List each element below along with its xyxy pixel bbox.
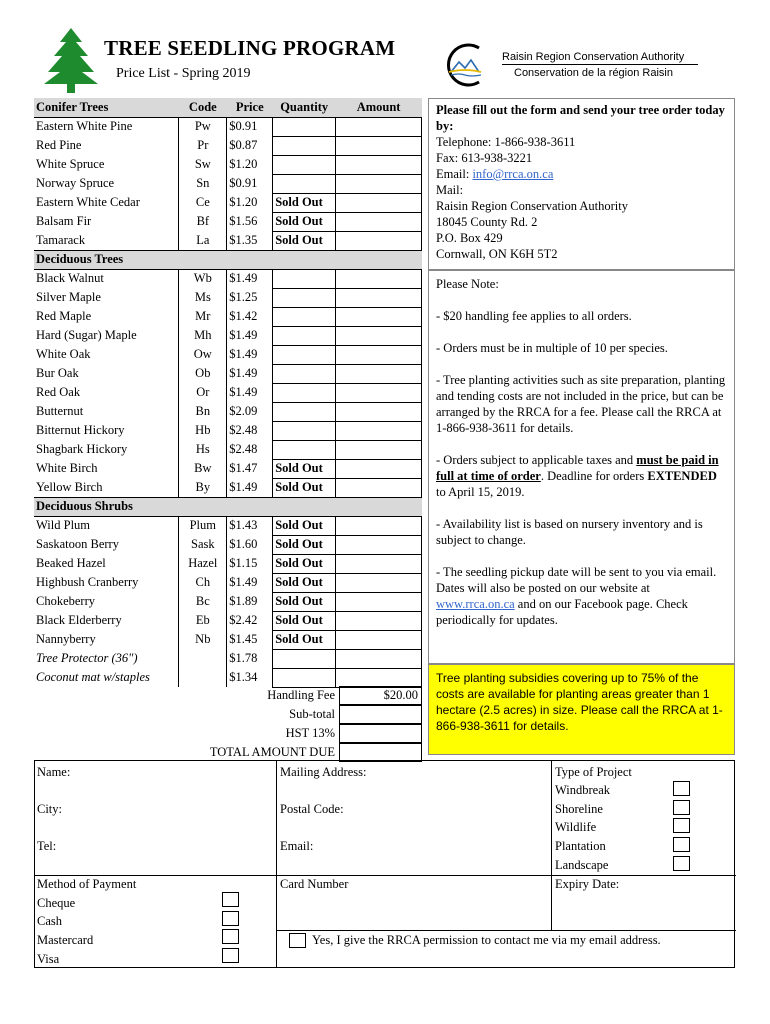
table-row — [34, 383, 422, 402]
quantity-cell[interactable]: Sold Out — [273, 516, 336, 535]
quantity-cell[interactable] — [273, 440, 336, 459]
species-name: Tamarack — [36, 232, 86, 247]
quantity-cell[interactable] — [273, 155, 336, 174]
species-code: Sask — [179, 535, 227, 554]
species-code: Pr — [179, 136, 227, 155]
totals-section — [34, 686, 422, 762]
subtotal-field[interactable] — [339, 705, 422, 724]
species-code — [179, 668, 227, 687]
table-row — [34, 307, 422, 326]
amount-cell[interactable] — [336, 478, 422, 497]
amount-cell[interactable] — [336, 459, 422, 478]
species-code: Ch — [179, 573, 227, 592]
species-name: Black Elderberry — [36, 613, 122, 627]
quantity-cell[interactable]: Sold Out — [273, 554, 336, 573]
quantity-cell[interactable] — [273, 364, 336, 383]
table-row — [34, 193, 422, 212]
email-link[interactable]: info@rrca.on.ca — [472, 167, 554, 181]
cash-checkbox[interactable] — [222, 911, 239, 926]
species-price: $1.20 — [227, 155, 273, 174]
table-row — [34, 212, 422, 231]
species-code: La — [179, 231, 227, 250]
visa-checkbox[interactable] — [222, 948, 239, 963]
table-header-row — [34, 98, 422, 117]
quantity-cell[interactable]: Sold Out — [273, 611, 336, 630]
project-landscape-label: Landscape — [555, 858, 609, 872]
org-divider — [502, 64, 698, 65]
species-price: $1.60 — [227, 535, 273, 554]
species-code: Plum — [179, 516, 227, 535]
species-price: $2.42 — [227, 611, 273, 630]
species-code: Or — [179, 383, 227, 402]
hst-label: HST 13% — [285, 726, 335, 740]
table-row — [34, 554, 422, 573]
quantity-cell[interactable]: Sold Out — [273, 630, 336, 649]
table-row — [34, 117, 422, 136]
address-line-1: Raisin Region Conservation Authority — [436, 199, 629, 213]
payment-visa-label: Visa — [37, 952, 60, 966]
species-name: Nannyberry — [36, 632, 96, 646]
deciduous-shrubs-section — [34, 516, 422, 687]
hst-row — [34, 724, 422, 743]
species-price: $1.49 — [227, 383, 273, 402]
email-line — [436, 166, 727, 182]
species-price: $1.56 — [227, 212, 273, 231]
header-price: Price — [227, 98, 273, 117]
species-price: $1.45 — [227, 630, 273, 649]
header-code: Code — [179, 98, 227, 117]
quantity-cell[interactable] — [273, 649, 336, 668]
deciduous-shrubs-header — [34, 497, 422, 516]
quantity-cell[interactable]: Sold Out — [273, 573, 336, 592]
deciduous-trees-section — [34, 269, 422, 497]
table-row — [34, 364, 422, 383]
species-code: Hazel — [179, 554, 227, 573]
quantity-cell[interactable] — [273, 136, 336, 155]
species-code: Bw — [179, 459, 227, 478]
species-name: White Birch — [36, 461, 98, 475]
price-table — [34, 98, 422, 688]
species-code: Ow — [179, 345, 227, 364]
species-price: $1.49 — [227, 573, 273, 592]
species-name: Highbush Cranberry — [36, 575, 139, 589]
amount-cell[interactable] — [336, 649, 422, 668]
amount-cell[interactable] — [336, 592, 422, 611]
species-price: $1.49 — [227, 269, 273, 288]
table-row — [34, 478, 422, 497]
conifer-section — [34, 117, 422, 250]
org-name-french: Conservation de la région Raisin — [514, 67, 673, 79]
table-row — [34, 516, 422, 535]
species-code: Bn — [179, 402, 227, 421]
amount-cell[interactable] — [336, 231, 422, 250]
header-amount: Amount — [336, 98, 422, 117]
quantity-cell[interactable] — [273, 117, 336, 136]
handling-fee-value: $20.00 — [339, 686, 422, 705]
species-price: $0.87 — [227, 136, 273, 155]
quantity-cell[interactable] — [273, 402, 336, 421]
telephone: Telephone: 1-866-938-3611 — [436, 135, 576, 149]
amount-cell[interactable] — [336, 364, 422, 383]
quantity-cell[interactable] — [273, 269, 336, 288]
species-price: $1.49 — [227, 326, 273, 345]
table-row — [34, 288, 422, 307]
table-row — [34, 269, 422, 288]
project-shoreline-label: Shoreline — [555, 802, 603, 816]
amount-cell[interactable] — [336, 630, 422, 649]
table-row — [34, 136, 422, 155]
species-price: $1.42 — [227, 307, 273, 326]
header-conifer-trees: Conifer Trees — [34, 98, 179, 117]
species-name: Coconut mat w/staples — [36, 670, 150, 684]
species-code: Nb — [179, 630, 227, 649]
species-price: $1.47 — [227, 459, 273, 478]
species-code — [179, 649, 227, 668]
payment-method-label: Method of Payment — [37, 877, 137, 891]
org-name-english: Raisin Region Conservation Authority — [502, 51, 685, 63]
page-title: TREE SEEDLING PROGRAM — [104, 36, 396, 60]
species-price: $1.20 — [227, 193, 273, 212]
handling-fee-label: Handling Fee — [267, 688, 335, 702]
shoreline-checkbox[interactable] — [673, 800, 690, 815]
table-row — [34, 345, 422, 364]
table-row — [34, 668, 422, 687]
quantity-cell[interactable]: Sold Out — [273, 212, 336, 231]
mastercard-checkbox[interactable] — [222, 929, 239, 944]
species-code: Hb — [179, 421, 227, 440]
species-code: Ce — [179, 193, 227, 212]
name-label: Name: — [37, 765, 71, 779]
total-label: TOTAL AMOUNT DUE — [209, 745, 335, 759]
table-row — [34, 592, 422, 611]
note-taxes — [436, 452, 727, 500]
species-code: Bf — [179, 212, 227, 231]
windbreak-checkbox[interactable] — [673, 781, 690, 796]
payment-cheque-label: Cheque — [37, 896, 76, 910]
payment-mastercard-label: Mastercard — [37, 933, 94, 947]
project-plantation-label: Plantation — [555, 839, 606, 853]
species-code: Hs — [179, 440, 227, 459]
quantity-cell[interactable]: Sold Out — [273, 478, 336, 497]
table-row — [34, 326, 422, 345]
amount-cell[interactable] — [336, 402, 422, 421]
permission-checkbox[interactable] — [289, 933, 306, 948]
table-row — [34, 231, 422, 250]
species-name: Shagbark Hickory — [36, 442, 128, 456]
species-price: $1.35 — [227, 231, 273, 250]
amount-cell[interactable] — [336, 611, 422, 630]
note-taxes-emphasis: must be paid in full at time of order — [436, 453, 719, 483]
amount-cell[interactable] — [336, 440, 422, 459]
species-code: Eb — [179, 611, 227, 630]
note-extended: EXTENDED — [647, 469, 717, 483]
tel-label: Tel: — [37, 839, 57, 853]
note-multiples: - Orders must be in multiple of 10 per species. — [436, 341, 668, 355]
amount-cell[interactable] — [336, 421, 422, 440]
landscape-checkbox[interactable] — [673, 856, 690, 871]
species-name: Bitternut Hickory — [36, 423, 125, 437]
note-taxes-text: - Orders subject to applicable taxes and — [436, 453, 637, 467]
handling-fee-row — [34, 686, 422, 705]
notes-heading: Please Note: — [436, 277, 499, 291]
project-wildlife-label: Wildlife — [555, 820, 597, 834]
species-code: By — [179, 478, 227, 497]
notes-box — [428, 270, 735, 664]
note-pickup-text-end: and on our Facebook page. Check periodically for updates. — [436, 597, 688, 627]
species-price: $1.49 — [227, 364, 273, 383]
species-name: Silver Maple — [36, 290, 101, 304]
website-link[interactable]: www.rrca.on.ca — [436, 597, 515, 611]
species-name: Red Oak — [36, 385, 81, 399]
amount-cell[interactable] — [336, 307, 422, 326]
amount-cell[interactable] — [336, 269, 422, 288]
note-availability: - Availability list is based on nursery inventory and is subject to change. — [436, 517, 703, 547]
amount-cell[interactable] — [336, 326, 422, 345]
species-name: Balsam Fir — [36, 214, 92, 228]
species-price: $1.34 — [227, 668, 273, 687]
permission-label: Yes, I give the RRCA permission to contact me via my email address. — [312, 933, 661, 947]
species-name: White Oak — [36, 347, 91, 361]
table-row — [34, 421, 422, 440]
table-row — [34, 611, 422, 630]
species-name: Red Maple — [36, 309, 92, 323]
mailing-address-label: Mailing Address: — [280, 765, 367, 779]
species-price: $1.89 — [227, 592, 273, 611]
species-price: $1.15 — [227, 554, 273, 573]
quantity-cell[interactable] — [273, 326, 336, 345]
amount-cell[interactable] — [336, 193, 422, 212]
species-price: $0.91 — [227, 117, 273, 136]
quantity-cell[interactable] — [273, 174, 336, 193]
species-name: Beaked Hazel — [36, 556, 106, 570]
plantation-checkbox[interactable] — [673, 837, 690, 852]
note-pickup — [436, 564, 727, 628]
species-name: White Spruce — [36, 157, 105, 171]
address-line-3: P.O. Box 429 — [436, 231, 503, 245]
species-name: Tree Protector (36") — [36, 651, 138, 665]
table-row — [34, 402, 422, 421]
amount-cell[interactable] — [336, 117, 422, 136]
cheque-checkbox[interactable] — [222, 892, 239, 907]
wildlife-checkbox[interactable] — [673, 818, 690, 833]
species-price: $2.09 — [227, 402, 273, 421]
amount-cell[interactable] — [336, 668, 422, 687]
subtotal-label: Sub-total — [289, 707, 335, 721]
email-field-label: Email: — [280, 839, 314, 853]
amount-cell[interactable] — [336, 383, 422, 402]
species-code: Mr — [179, 307, 227, 326]
rrca-logo-icon — [435, 40, 495, 90]
amount-cell[interactable] — [336, 212, 422, 231]
species-code: Ob — [179, 364, 227, 383]
section-deciduous-shrubs: Deciduous Shrubs — [34, 497, 422, 516]
species-price: $2.48 — [227, 421, 273, 440]
species-name: Wild Plum — [36, 518, 91, 533]
header-quantity: Quantity — [273, 98, 336, 117]
species-price: $2.48 — [227, 440, 273, 459]
address-line-4: Cornwall, ON K6H 5T2 — [436, 247, 558, 261]
quantity-cell[interactable]: Sold Out — [273, 459, 336, 478]
pine-tree-icon — [40, 26, 102, 94]
species-name: Black Walnut — [36, 271, 104, 286]
quantity-cell[interactable]: Sold Out — [273, 535, 336, 554]
species-name: Bur Oak — [36, 366, 79, 380]
species-name: Norway Spruce — [36, 176, 115, 190]
species-price: $1.78 — [227, 649, 273, 668]
page-subtitle: Price List - Spring 2019 — [116, 66, 251, 81]
amount-cell[interactable] — [336, 345, 422, 364]
species-code: Sw — [179, 155, 227, 174]
quantity-cell[interactable] — [273, 345, 336, 364]
species-price: $0.91 — [227, 174, 273, 193]
quantity-cell[interactable]: Sold Out — [273, 193, 336, 212]
note-pickup-text: - The seedling pickup date will be sent to you via email. Dates will also be posted on our website at — [436, 565, 717, 595]
species-name: Eastern White Cedar — [36, 195, 140, 209]
species-code: Pw — [179, 117, 227, 136]
quantity-cell[interactable] — [273, 668, 336, 687]
order-instructions: Please fill out the form and send your tree order today by: — [436, 103, 725, 133]
table-row — [34, 440, 422, 459]
species-price: $1.25 — [227, 288, 273, 307]
subtotal-row — [34, 705, 422, 724]
quantity-cell[interactable] — [273, 383, 336, 402]
amount-cell[interactable] — [336, 535, 422, 554]
address-line-2: 18045 County Rd. 2 — [436, 215, 538, 229]
note-handling-fee: - $20 handling fee applies to all orders. — [436, 309, 632, 323]
species-price: $1.49 — [227, 345, 273, 364]
note-deadline-text: . Deadline for orders — [540, 469, 648, 483]
postal-code-label: Postal Code: — [280, 802, 344, 816]
table-row — [34, 649, 422, 668]
species-price: $1.43 — [227, 516, 273, 535]
note-deadline-date: to April 15, 2019. — [436, 485, 525, 499]
amount-cell[interactable] — [336, 554, 422, 573]
quantity-cell[interactable] — [273, 421, 336, 440]
species-name: Yellow Birch — [36, 479, 103, 494]
species-name: Eastern White Pine — [36, 119, 133, 134]
section-deciduous-trees: Deciduous Trees — [34, 250, 422, 269]
table-row — [34, 174, 422, 193]
order-form — [34, 760, 735, 968]
note-planting-costs: - Tree planting activities such as site preparation, planting and tending costs are not included in the price, but can be arranged by the RRCA for a fee. Please call the RRCA at 1-866-938-3611 for details. — [436, 373, 726, 435]
amount-cell[interactable] — [336, 174, 422, 193]
expiry-date-label: Expiry Date: — [555, 877, 620, 891]
fax: Fax: 613-938-3221 — [436, 151, 533, 165]
table-row — [34, 155, 422, 174]
deciduous-trees-header — [34, 250, 422, 269]
mail-label: Mail: — [436, 183, 464, 197]
amount-cell[interactable] — [336, 136, 422, 155]
species-name: Butternut — [36, 404, 84, 418]
table-row — [34, 630, 422, 649]
species-name: Red Pine — [36, 138, 82, 152]
quantity-cell[interactable]: Sold Out — [273, 231, 336, 250]
species-price: $1.49 — [227, 478, 273, 497]
species-code: Bc — [179, 592, 227, 611]
quantity-cell[interactable] — [273, 307, 336, 326]
header — [0, 0, 770, 100]
hst-field[interactable] — [339, 724, 422, 743]
project-type-label: Type of Project — [555, 765, 632, 779]
amount-cell[interactable] — [336, 516, 422, 535]
amount-cell[interactable] — [336, 573, 422, 592]
species-code: Wb — [179, 269, 227, 288]
species-name: Chokeberry — [36, 594, 96, 608]
amount-cell[interactable] — [336, 155, 422, 174]
table-row — [34, 459, 422, 478]
species-code: Ms — [179, 288, 227, 307]
species-code: Sn — [179, 174, 227, 193]
table-row — [34, 535, 422, 554]
contact-info-box — [428, 98, 735, 270]
city-label: City: — [37, 802, 63, 816]
payment-cash-label: Cash — [37, 914, 62, 928]
card-number-label: Card Number — [280, 877, 349, 891]
table-row — [34, 573, 422, 592]
species-name: Saskatoon Berry — [36, 537, 119, 551]
amount-cell[interactable] — [336, 288, 422, 307]
species-name: Hard (Sugar) Maple — [36, 328, 137, 342]
species-code: Mh — [179, 326, 227, 345]
quantity-cell[interactable] — [273, 288, 336, 307]
email-label: Email: — [436, 167, 473, 181]
project-windbreak-label: Windbreak — [555, 783, 611, 797]
quantity-cell[interactable]: Sold Out — [273, 592, 336, 611]
subsidy-box: Tree planting subsidies covering up to 75% of the costs are available for planting areas greater than 1 hectare (2.5 acres) in size. Please call the RRCA at 1-866-938-3611 for details. — [428, 664, 735, 755]
